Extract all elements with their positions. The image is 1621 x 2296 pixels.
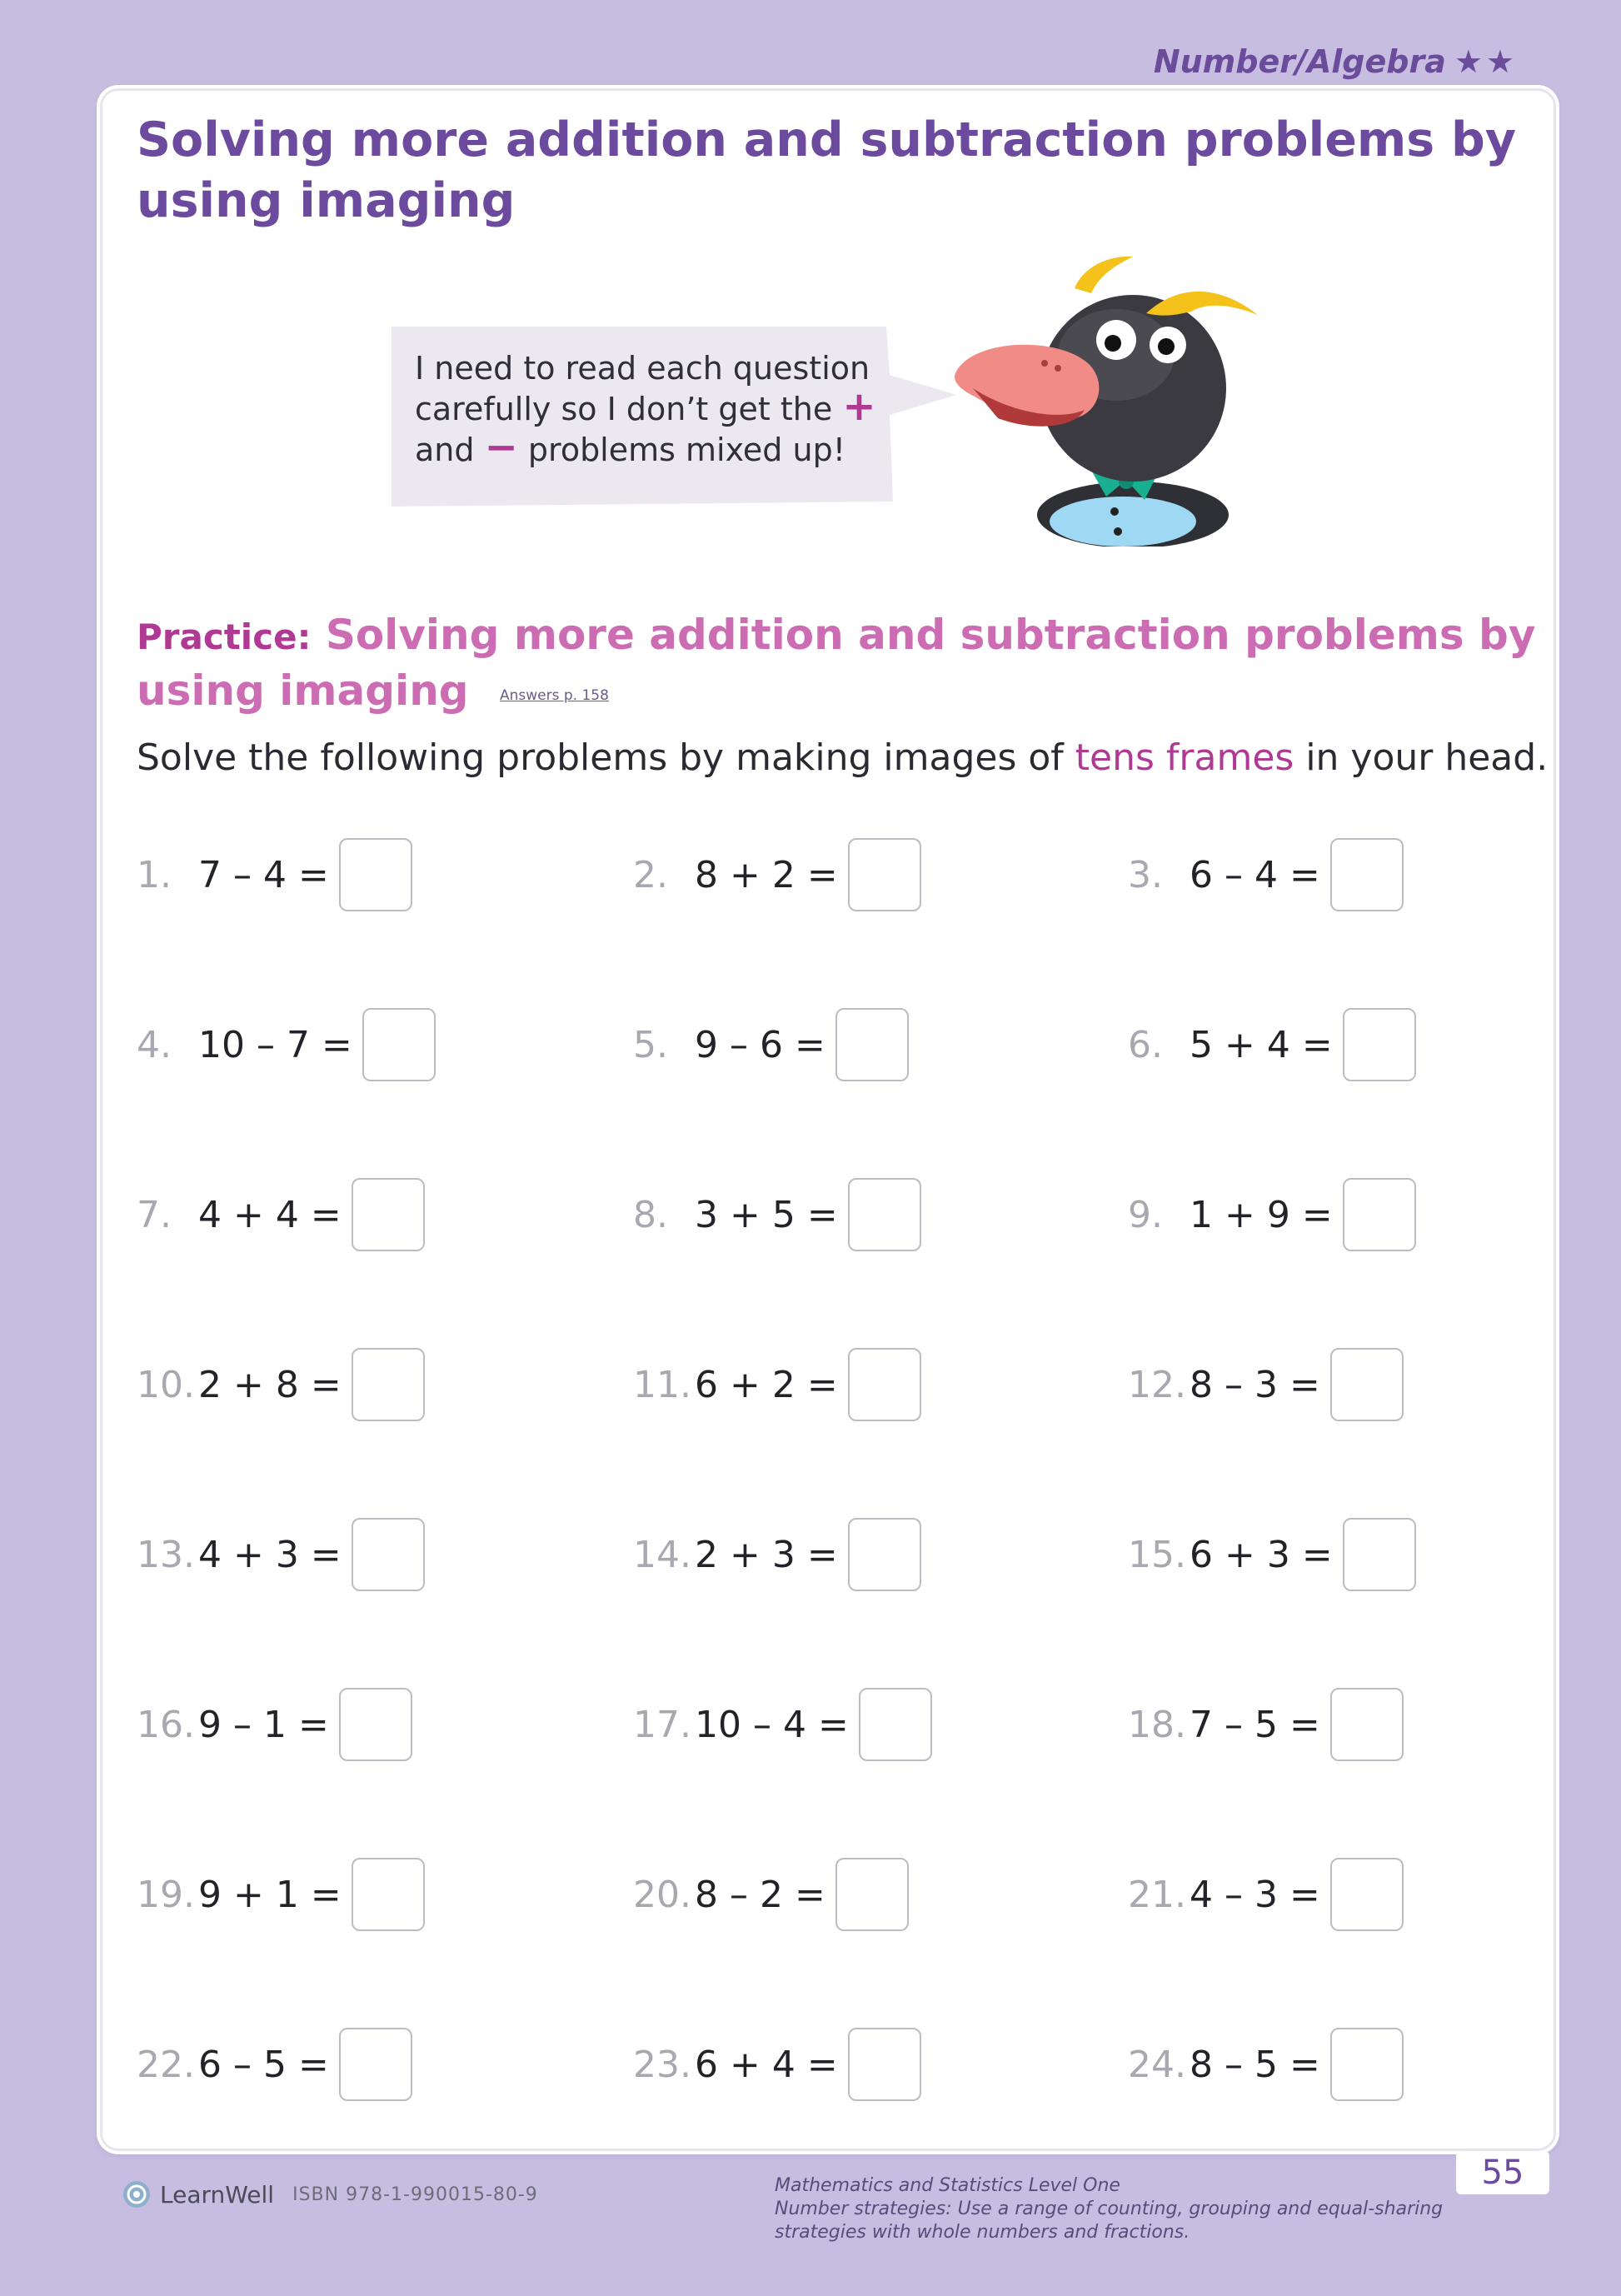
problem-item (633, 1005, 909, 1085)
problem-number: 18. (1128, 1703, 1186, 1746)
problem-number: 14. (633, 1533, 691, 1576)
problem-number: 21. (1128, 1873, 1186, 1916)
problem-expression: 1 + 9 = (1190, 1193, 1333, 1236)
section-name: Number/Algebra (1153, 43, 1446, 80)
problem-item (137, 1345, 425, 1425)
practice-title: Solving more addition and subtraction problems by using imaging (137, 611, 1536, 715)
answer-box[interactable] (848, 2028, 921, 2101)
problem-number: 17. (633, 1703, 691, 1746)
penguin-mascot-icon (941, 247, 1274, 547)
section-tag (1154, 43, 1518, 80)
footer-branding (122, 2179, 538, 2209)
problem-item (137, 835, 412, 915)
problem-expression: 8 – 5 = (1190, 2043, 1320, 2086)
problem-item (1128, 1345, 1404, 1425)
problem-number: 5. (633, 1023, 668, 1066)
problem-grid (137, 835, 1536, 2118)
strand-description: Number strategies: Use a range of counting, grouping and equal-sharing strategies with whole numbers and fractions. (775, 2199, 1444, 2243)
problem-expression: 6 – 5 = (198, 2043, 329, 2086)
problem-number: 10. (137, 1363, 195, 1406)
instruction-highlight: tens frames (1075, 736, 1294, 779)
problem-number: 15. (1128, 1533, 1186, 1576)
problem-number: 20. (633, 1873, 691, 1916)
bubble-line-3-and: and (415, 432, 475, 468)
problem-item (633, 1175, 921, 1255)
problem-number: 6. (1128, 1023, 1163, 1066)
page-title: Solving more addition and subtraction problems by using imaging (137, 112, 1516, 228)
problem-number: 1. (137, 853, 172, 896)
answer-box[interactable] (1330, 838, 1404, 911)
answer-box[interactable] (835, 1008, 909, 1081)
instruction-before: Solve the following problems by making images of (137, 736, 1064, 779)
bubble-line-3-text: problems mixed up! (527, 432, 845, 468)
problem-expression: 8 – 2 = (695, 1873, 825, 1916)
answer-box[interactable] (848, 1518, 921, 1591)
answer-box[interactable] (352, 1178, 425, 1251)
problem-expression: 6 + 4 = (695, 2043, 838, 2086)
problem-item (633, 1854, 909, 1934)
instruction-text (137, 736, 1553, 779)
problem-expression: 5 + 4 = (1190, 1023, 1333, 1066)
answer-box[interactable] (1330, 1858, 1404, 1931)
problem-number: 12. (1128, 1363, 1186, 1406)
problem-expression: 9 + 1 = (198, 1873, 342, 1916)
problem-number: 11. (633, 1363, 691, 1406)
problem-item (1128, 1685, 1404, 1764)
answers-reference-link[interactable]: Answers p. 158 (500, 687, 609, 704)
problem-number: 7. (137, 1193, 172, 1236)
problem-number: 13. (137, 1533, 195, 1576)
problem-expression: 2 + 3 = (695, 1533, 838, 1576)
problem-number: 3. (1128, 853, 1163, 896)
answer-box[interactable] (352, 1348, 425, 1421)
minus-symbol: − (484, 424, 518, 471)
answer-box[interactable] (1330, 1688, 1404, 1761)
answer-box[interactable] (1330, 2028, 1404, 2101)
problem-number: 2. (633, 853, 668, 896)
plus-symbol: + (842, 383, 876, 430)
answer-box[interactable] (339, 1688, 412, 1761)
problem-expression: 9 – 6 = (695, 1023, 825, 1066)
answer-box[interactable] (1343, 1518, 1416, 1591)
problem-item (137, 1685, 412, 1764)
problem-expression: 6 + 3 = (1190, 1533, 1333, 1576)
problem-item (1128, 2024, 1404, 2104)
answer-box[interactable] (352, 1858, 425, 1931)
problem-item (137, 2024, 412, 2104)
problem-item (1128, 1175, 1416, 1255)
problem-item (137, 1175, 425, 1255)
answer-box[interactable] (835, 1858, 909, 1931)
page-number: 55 (1456, 2151, 1549, 2194)
practice-label: Practice: (137, 616, 312, 657)
problem-expression: 7 – 5 = (1190, 1703, 1320, 1746)
problem-expression: 6 – 4 = (1190, 853, 1320, 896)
problem-number: 23. (633, 2043, 691, 2086)
bubble-line-1: I need to read each question (415, 350, 870, 387)
problem-item (633, 1515, 921, 1595)
problem-expression: 6 + 2 = (695, 1363, 838, 1406)
course-name: Mathematics and Statistics Level One (775, 2175, 1120, 2196)
answer-box[interactable] (848, 1348, 921, 1421)
problem-item (633, 2024, 921, 2104)
answer-box[interactable] (1343, 1008, 1416, 1081)
problem-item (137, 1854, 425, 1934)
problem-expression: 3 + 5 = (695, 1193, 838, 1236)
difficulty-stars: ★★ (1454, 43, 1518, 80)
practice-heading (137, 608, 1536, 722)
problem-expression: 4 + 3 = (198, 1533, 342, 1576)
problem-item (137, 1515, 425, 1595)
problem-expression: 10 – 7 = (198, 1023, 352, 1066)
answer-box[interactable] (352, 1518, 425, 1591)
problem-item (137, 1005, 436, 1085)
answer-box[interactable] (848, 838, 921, 911)
problem-item (633, 1685, 932, 1764)
problem-expression: 8 – 3 = (1190, 1363, 1320, 1406)
problem-expression: 2 + 8 = (198, 1363, 342, 1406)
problem-number: 24. (1128, 2043, 1186, 2086)
answer-box[interactable] (339, 838, 412, 911)
problem-expression: 9 – 1 = (198, 1703, 329, 1746)
learnwell-logo-icon (122, 2179, 152, 2209)
problem-item (1128, 1515, 1416, 1595)
problem-expression: 4 – 3 = (1190, 1873, 1320, 1916)
problem-expression: 10 – 4 = (695, 1703, 849, 1746)
answer-box[interactable] (848, 1178, 921, 1251)
bubble-line-3 (415, 424, 881, 471)
answer-box[interactable] (859, 1688, 932, 1761)
problem-number: 16. (137, 1703, 195, 1746)
answer-box[interactable] (362, 1008, 436, 1081)
isbn-text: ISBN 978-1-990015-80-9 (292, 2184, 538, 2205)
problem-number: 19. (137, 1873, 195, 1916)
instruction-after: in your head. (1305, 736, 1549, 779)
problem-expression: 7 – 4 = (198, 853, 329, 896)
problem-expression: 8 + 2 = (695, 853, 838, 896)
brand-name: LearnWell (160, 2180, 275, 2209)
problem-item (1128, 1854, 1404, 1934)
answer-box[interactable] (1330, 1348, 1404, 1421)
bubble-line-2-text: carefully so I don’t get the (415, 391, 833, 427)
answer-box[interactable] (339, 2028, 412, 2101)
problem-expression: 4 + 4 = (198, 1193, 342, 1236)
problem-number: 4. (137, 1023, 172, 1066)
curriculum-info (775, 2174, 1458, 2244)
problem-number: 22. (137, 2043, 195, 2086)
answer-box[interactable] (1343, 1178, 1416, 1251)
problem-item (1128, 1005, 1416, 1085)
problem-item (1128, 835, 1404, 915)
speech-bubble (390, 323, 898, 505)
problem-item (633, 1345, 921, 1425)
problem-number: 9. (1128, 1193, 1163, 1236)
speech-bubble-text (415, 348, 881, 471)
problem-item (633, 835, 921, 915)
problem-number: 8. (633, 1193, 668, 1236)
